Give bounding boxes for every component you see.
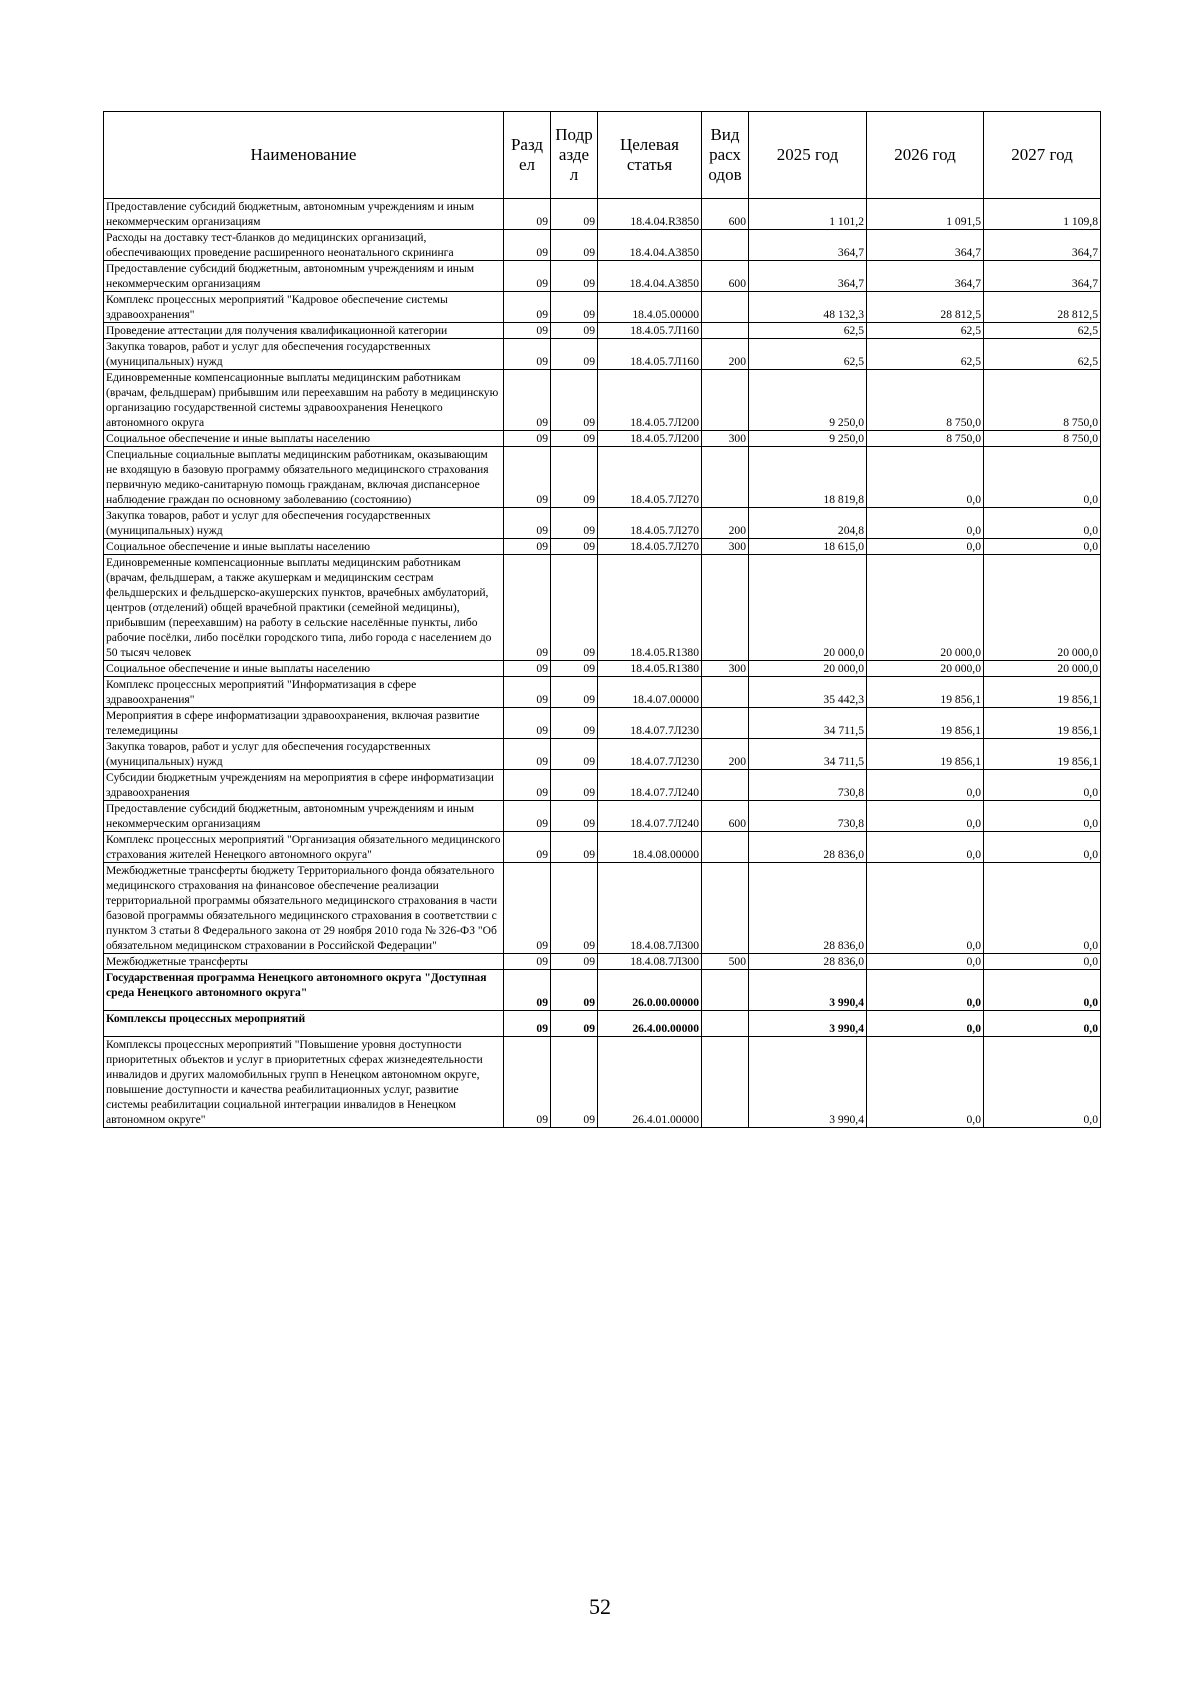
cell-expense-type bbox=[702, 1037, 749, 1128]
cell-2026: 364,7 bbox=[867, 261, 984, 292]
cell-target-article: 18.4.07.7Л240 bbox=[598, 770, 702, 801]
cell-2027: 0,0 bbox=[984, 508, 1101, 539]
table-row bbox=[104, 863, 1101, 954]
header-expense-type: Вид расх одов bbox=[702, 112, 749, 199]
cell-2026: 20 000,0 bbox=[867, 555, 984, 661]
cell-2027: 62,5 bbox=[984, 339, 1101, 370]
page-number: 52 bbox=[589, 1594, 611, 1619]
cell-podrazdel: 09 bbox=[551, 261, 598, 292]
cell-name: Субсидии бюджетным учреждениям на мероприятия в сфере информатизации здравоохранения bbox=[104, 770, 504, 801]
cell-razdel: 09 bbox=[504, 970, 551, 1011]
cell-target-article: 18.4.07.7Л230 bbox=[598, 708, 702, 739]
cell-2025: 3 990,4 bbox=[749, 1037, 867, 1128]
table-row bbox=[104, 677, 1101, 708]
budget-table bbox=[103, 111, 1101, 1128]
cell-2025: 18 615,0 bbox=[749, 539, 867, 555]
cell-razdel: 09 bbox=[504, 801, 551, 832]
cell-name-text: Государственная программа Ненецкого автономного округа "Доступная среда Ненецкого автономного округа" bbox=[106, 971, 487, 999]
table-row bbox=[104, 1037, 1101, 1128]
cell-razdel: 09 bbox=[504, 954, 551, 970]
cell-2026: 19 856,1 bbox=[867, 677, 984, 708]
cell-name bbox=[104, 1011, 504, 1037]
cell-target-article: 18.4.07.7Л230 bbox=[598, 739, 702, 770]
table-header-row bbox=[104, 112, 1101, 199]
cell-name: Межбюджетные трансферты бюджету Территориального фонда обязательного медицинского страхования на финансовое обеспечение реализации территориальной программы обязательного медицинского страхования в части базовой программы обязательного медицинского страхования в соответствии с пунктом 3 статьи 8 Федерального закона от 29 ноября 2010 года № 326-ФЗ "Об обязательном медицинском страховании в Российской Федерации" bbox=[104, 863, 504, 954]
table-row bbox=[104, 801, 1101, 832]
cell-expense-type: 600 bbox=[702, 801, 749, 832]
header-podrazdel: Подр азде л bbox=[551, 112, 598, 199]
cell-2027: 19 856,1 bbox=[984, 708, 1101, 739]
cell-2027: 0,0 bbox=[984, 1037, 1101, 1128]
cell-target-article: 18.4.04.А3850 bbox=[598, 261, 702, 292]
table-row bbox=[104, 370, 1101, 431]
cell-expense-type: 500 bbox=[702, 954, 749, 970]
cell-2026: 20 000,0 bbox=[867, 661, 984, 677]
cell-2027: 0,0 bbox=[984, 447, 1101, 508]
cell-expense-type bbox=[702, 708, 749, 739]
cell-2027: 20 000,0 bbox=[984, 555, 1101, 661]
cell-podrazdel: 09 bbox=[551, 292, 598, 323]
cell-name: Комплекс процессных мероприятий "Кадровое обеспечение системы здравоохранения" bbox=[104, 292, 504, 323]
cell-2027: 19 856,1 bbox=[984, 677, 1101, 708]
cell-2026: 19 856,1 bbox=[867, 739, 984, 770]
cell-name: Закупка товаров, работ и услуг для обеспечения государственных (муниципальных) нужд bbox=[104, 739, 504, 770]
cell-2025: 3 990,4 bbox=[749, 970, 867, 1011]
cell-razdel: 09 bbox=[504, 261, 551, 292]
cell-2025: 34 711,5 bbox=[749, 739, 867, 770]
cell-target-article: 18.4.05.7Л200 bbox=[598, 431, 702, 447]
cell-2025: 28 836,0 bbox=[749, 863, 867, 954]
cell-target-article: 18.4.05.00000 bbox=[598, 292, 702, 323]
cell-podrazdel: 09 bbox=[551, 508, 598, 539]
cell-2027: 8 750,0 bbox=[984, 431, 1101, 447]
cell-2026: 0,0 bbox=[867, 1037, 984, 1128]
cell-podrazdel: 09 bbox=[551, 539, 598, 555]
cell-2027: 1 109,8 bbox=[984, 199, 1101, 230]
header-razdel: Разд ел bbox=[504, 112, 551, 199]
cell-razdel: 09 bbox=[504, 555, 551, 661]
cell-expense-type bbox=[702, 770, 749, 801]
cell-target-article: 18.4.05.7Л160 bbox=[598, 339, 702, 370]
cell-expense-type bbox=[702, 863, 749, 954]
cell-2025: 364,7 bbox=[749, 261, 867, 292]
cell-target-article: 26.0.00.00000 bbox=[598, 970, 702, 1011]
cell-2027: 8 750,0 bbox=[984, 370, 1101, 431]
cell-name: Единовременные компенсационные выплаты медицинским работникам (врачам, фельдшерам, а также акушеркам и медицинским сестрам фельдшерских и фельдшерско-акушерских пунктов, врачебных амбулаторий, центров (отделений) общей врачебной практики (семейной медицины), прибывшим (переехавшим) на работу в сельские населённые пункты, либо рабочие посёлки, либо посёлки городского типа, либо города с населением до 50 тысяч человек bbox=[104, 555, 504, 661]
cell-name: Мероприятия в сфере информатизации здравоохранения, включая развитие телемедицины bbox=[104, 708, 504, 739]
table-row bbox=[104, 970, 1101, 1011]
cell-podrazdel: 09 bbox=[551, 323, 598, 339]
cell-razdel: 09 bbox=[504, 539, 551, 555]
cell-podrazdel: 09 bbox=[551, 339, 598, 370]
cell-expense-type bbox=[702, 1011, 749, 1037]
cell-2025: 730,8 bbox=[749, 801, 867, 832]
cell-2025: 18 819,8 bbox=[749, 447, 867, 508]
cell-2026: 0,0 bbox=[867, 1011, 984, 1037]
cell-name: Предоставление субсидий бюджетным, автономным учреждениям и иным некоммерческим организациям bbox=[104, 199, 504, 230]
cell-name: Предоставление субсидий бюджетным, автономным учреждениям и иным некоммерческим организациям bbox=[104, 801, 504, 832]
cell-2025: 3 990,4 bbox=[749, 1011, 867, 1037]
cell-name: Закупка товаров, работ и услуг для обеспечения государственных (муниципальных) нужд bbox=[104, 339, 504, 370]
header-target-article: Целевая статья bbox=[598, 112, 702, 199]
cell-podrazdel: 09 bbox=[551, 431, 598, 447]
table-row bbox=[104, 539, 1101, 555]
cell-podrazdel: 09 bbox=[551, 199, 598, 230]
cell-expense-type bbox=[702, 230, 749, 261]
cell-razdel: 09 bbox=[504, 508, 551, 539]
cell-2026: 62,5 bbox=[867, 323, 984, 339]
cell-2026: 1 091,5 bbox=[867, 199, 984, 230]
table-row bbox=[104, 708, 1101, 739]
table-row bbox=[104, 508, 1101, 539]
cell-expense-type: 600 bbox=[702, 199, 749, 230]
cell-target-article: 18.4.05.7Л200 bbox=[598, 370, 702, 431]
cell-2026: 0,0 bbox=[867, 970, 984, 1011]
cell-2027: 0,0 bbox=[984, 863, 1101, 954]
header-2026: 2026 год bbox=[867, 112, 984, 199]
cell-2026: 0,0 bbox=[867, 508, 984, 539]
cell-2025: 62,5 bbox=[749, 339, 867, 370]
cell-razdel: 09 bbox=[504, 832, 551, 863]
cell-2026: 8 750,0 bbox=[867, 431, 984, 447]
cell-target-article: 18.4.07.7Л240 bbox=[598, 801, 702, 832]
cell-expense-type: 300 bbox=[702, 431, 749, 447]
cell-expense-type bbox=[702, 970, 749, 1011]
cell-name-text: Комплексы процессных мероприятий bbox=[106, 1012, 306, 1025]
cell-name: Комплексы процессных мероприятий "Повышение уровня доступности приоритетных объектов и услуг в приоритетных сферах жизнедеятельности инвалидов и других маломобильных групп в Ненецком автономном округе, повышение доступности и качества реабилитационных услуг, развитие системы реабилитации социальной интеграции инвалидов в Ненецком автономном округе" bbox=[104, 1037, 504, 1128]
table-row bbox=[104, 431, 1101, 447]
cell-expense-type bbox=[702, 555, 749, 661]
cell-expense-type: 600 bbox=[702, 261, 749, 292]
cell-razdel: 09 bbox=[504, 199, 551, 230]
cell-2026: 28 812,5 bbox=[867, 292, 984, 323]
cell-expense-type bbox=[702, 370, 749, 431]
cell-razdel: 09 bbox=[504, 370, 551, 431]
cell-2026: 0,0 bbox=[867, 770, 984, 801]
cell-2026: 0,0 bbox=[867, 539, 984, 555]
cell-target-article: 18.4.05.7Л270 bbox=[598, 447, 702, 508]
cell-2026: 0,0 bbox=[867, 954, 984, 970]
cell-2027: 364,7 bbox=[984, 230, 1101, 261]
cell-razdel: 09 bbox=[504, 292, 551, 323]
table-row bbox=[104, 447, 1101, 508]
cell-target-article: 18.4.05.7Л270 bbox=[598, 539, 702, 555]
cell-2026: 364,7 bbox=[867, 230, 984, 261]
cell-name: Комплекс процессных мероприятий "Информатизация в сфере здравоохранения" bbox=[104, 677, 504, 708]
cell-2025: 1 101,2 bbox=[749, 199, 867, 230]
cell-podrazdel: 09 bbox=[551, 970, 598, 1011]
cell-podrazdel: 09 bbox=[551, 1011, 598, 1037]
cell-razdel: 09 bbox=[504, 1011, 551, 1037]
cell-expense-type bbox=[702, 292, 749, 323]
cell-expense-type: 300 bbox=[702, 539, 749, 555]
cell-2025: 364,7 bbox=[749, 230, 867, 261]
cell-razdel: 09 bbox=[504, 863, 551, 954]
cell-name: Социальное обеспечение и иные выплаты населению bbox=[104, 661, 504, 677]
cell-2027: 28 812,5 bbox=[984, 292, 1101, 323]
cell-2027: 0,0 bbox=[984, 770, 1101, 801]
cell-expense-type bbox=[702, 447, 749, 508]
table-row bbox=[104, 832, 1101, 863]
cell-name: Единовременные компенсационные выплаты медицинским работникам (врачам, фельдшерам) прибывшим или переехавшим на работу в медицинскую организацию государственной системы здравоохранения Ненецкого автономного округа bbox=[104, 370, 504, 431]
table-row bbox=[104, 1011, 1101, 1037]
cell-2027: 0,0 bbox=[984, 832, 1101, 863]
cell-expense-type bbox=[702, 323, 749, 339]
cell-razdel: 09 bbox=[504, 770, 551, 801]
cell-2025: 204,8 bbox=[749, 508, 867, 539]
cell-razdel: 09 bbox=[504, 677, 551, 708]
cell-2027: 62,5 bbox=[984, 323, 1101, 339]
cell-2025: 9 250,0 bbox=[749, 431, 867, 447]
cell-podrazdel: 09 bbox=[551, 370, 598, 431]
cell-razdel: 09 bbox=[504, 708, 551, 739]
header-2027: 2027 год bbox=[984, 112, 1101, 199]
cell-razdel: 09 bbox=[504, 431, 551, 447]
cell-name: Проведение аттестации для получения квалификационной категории bbox=[104, 323, 504, 339]
table-row bbox=[104, 292, 1101, 323]
cell-target-article: 18.4.05.R1380 bbox=[598, 661, 702, 677]
cell-podrazdel: 09 bbox=[551, 739, 598, 770]
cell-2025: 20 000,0 bbox=[749, 661, 867, 677]
cell-2025: 28 836,0 bbox=[749, 832, 867, 863]
cell-2026: 62,5 bbox=[867, 339, 984, 370]
cell-podrazdel: 09 bbox=[551, 677, 598, 708]
cell-target-article: 18.4.08.00000 bbox=[598, 832, 702, 863]
cell-2025: 48 132,3 bbox=[749, 292, 867, 323]
cell-2025: 730,8 bbox=[749, 770, 867, 801]
header-2025: 2025 год bbox=[749, 112, 867, 199]
header-name: Наименование bbox=[104, 112, 504, 199]
cell-expense-type: 200 bbox=[702, 339, 749, 370]
cell-target-article: 18.4.04.R3850 bbox=[598, 199, 702, 230]
cell-expense-type: 200 bbox=[702, 508, 749, 539]
cell-2027: 364,7 bbox=[984, 261, 1101, 292]
table-row bbox=[104, 739, 1101, 770]
cell-target-article: 26.4.01.00000 bbox=[598, 1037, 702, 1128]
cell-2027: 19 856,1 bbox=[984, 739, 1101, 770]
cell-expense-type: 300 bbox=[702, 661, 749, 677]
table-row bbox=[104, 230, 1101, 261]
cell-name: Закупка товаров, работ и услуг для обеспечения государственных (муниципальных) нужд bbox=[104, 508, 504, 539]
cell-2026: 0,0 bbox=[867, 863, 984, 954]
cell-2025: 34 711,5 bbox=[749, 708, 867, 739]
cell-razdel: 09 bbox=[504, 447, 551, 508]
table-row bbox=[104, 954, 1101, 970]
cell-2026: 0,0 bbox=[867, 801, 984, 832]
cell-2025: 62,5 bbox=[749, 323, 867, 339]
table-row bbox=[104, 770, 1101, 801]
cell-2027: 0,0 bbox=[984, 539, 1101, 555]
table-row bbox=[104, 555, 1101, 661]
cell-2025: 20 000,0 bbox=[749, 555, 867, 661]
cell-podrazdel: 09 bbox=[551, 708, 598, 739]
cell-razdel: 09 bbox=[504, 661, 551, 677]
cell-expense-type bbox=[702, 832, 749, 863]
cell-razdel: 09 bbox=[504, 230, 551, 261]
table-row bbox=[104, 339, 1101, 370]
cell-razdel: 09 bbox=[504, 1037, 551, 1128]
cell-2027: 0,0 bbox=[984, 801, 1101, 832]
cell-podrazdel: 09 bbox=[551, 954, 598, 970]
cell-podrazdel: 09 bbox=[551, 447, 598, 508]
cell-expense-type bbox=[702, 677, 749, 708]
cell-podrazdel: 09 bbox=[551, 1037, 598, 1128]
table-body bbox=[104, 199, 1101, 1128]
cell-target-article: 18.4.05.R1380 bbox=[598, 555, 702, 661]
cell-podrazdel: 09 bbox=[551, 555, 598, 661]
cell-target-article: 26.4.00.00000 bbox=[598, 1011, 702, 1037]
cell-target-article: 18.4.05.7Л160 bbox=[598, 323, 702, 339]
table-row bbox=[104, 261, 1101, 292]
cell-name: Расходы на доставку тест-бланков до медицинских организаций, обеспечивающих проведение расширенного неонатального скрининга bbox=[104, 230, 504, 261]
cell-podrazdel: 09 bbox=[551, 801, 598, 832]
cell-name: Предоставление субсидий бюджетным, автономным учреждениям и иным некоммерческим организациям bbox=[104, 261, 504, 292]
cell-2025: 9 250,0 bbox=[749, 370, 867, 431]
cell-expense-type: 200 bbox=[702, 739, 749, 770]
cell-name: Комплекс процессных мероприятий "Организация обязательного медицинского страхования жителей Ненецкого автономного округа" bbox=[104, 832, 504, 863]
cell-2026: 0,0 bbox=[867, 832, 984, 863]
cell-2027: 0,0 bbox=[984, 1011, 1101, 1037]
cell-podrazdel: 09 bbox=[551, 770, 598, 801]
cell-podrazdel: 09 bbox=[551, 661, 598, 677]
cell-razdel: 09 bbox=[504, 339, 551, 370]
cell-name: Социальное обеспечение и иные выплаты населению bbox=[104, 431, 504, 447]
cell-2026: 0,0 bbox=[867, 447, 984, 508]
cell-razdel: 09 bbox=[504, 739, 551, 770]
cell-name: Межбюджетные трансферты bbox=[104, 954, 504, 970]
cell-name: Социальное обеспечение и иные выплаты населению bbox=[104, 539, 504, 555]
cell-2027: 0,0 bbox=[984, 970, 1101, 1011]
table-row bbox=[104, 661, 1101, 677]
cell-2027: 0,0 bbox=[984, 954, 1101, 970]
cell-target-article: 18.4.08.7Л300 bbox=[598, 954, 702, 970]
cell-2026: 19 856,1 bbox=[867, 708, 984, 739]
cell-podrazdel: 09 bbox=[551, 230, 598, 261]
cell-2026: 8 750,0 bbox=[867, 370, 984, 431]
cell-2027: 20 000,0 bbox=[984, 661, 1101, 677]
table-row bbox=[104, 323, 1101, 339]
cell-name bbox=[104, 970, 504, 1011]
cell-target-article: 18.4.05.7Л270 bbox=[598, 508, 702, 539]
table-row bbox=[104, 199, 1101, 230]
cell-target-article: 18.4.07.00000 bbox=[598, 677, 702, 708]
cell-2025: 35 442,3 bbox=[749, 677, 867, 708]
cell-target-article: 18.4.04.А3850 bbox=[598, 230, 702, 261]
cell-2025: 28 836,0 bbox=[749, 954, 867, 970]
cell-podrazdel: 09 bbox=[551, 832, 598, 863]
cell-razdel: 09 bbox=[504, 323, 551, 339]
cell-name: Специальные социальные выплаты медицинским работникам, оказывающим не входящую в базовую программу обязательного медицинского страхования первичную медико-санитарную помощь гражданам, включая диспансерное наблюдение граждан по основному заболеванию (состоянию) bbox=[104, 447, 504, 508]
cell-target-article: 18.4.08.7Л300 bbox=[598, 863, 702, 954]
cell-podrazdel: 09 bbox=[551, 863, 598, 954]
